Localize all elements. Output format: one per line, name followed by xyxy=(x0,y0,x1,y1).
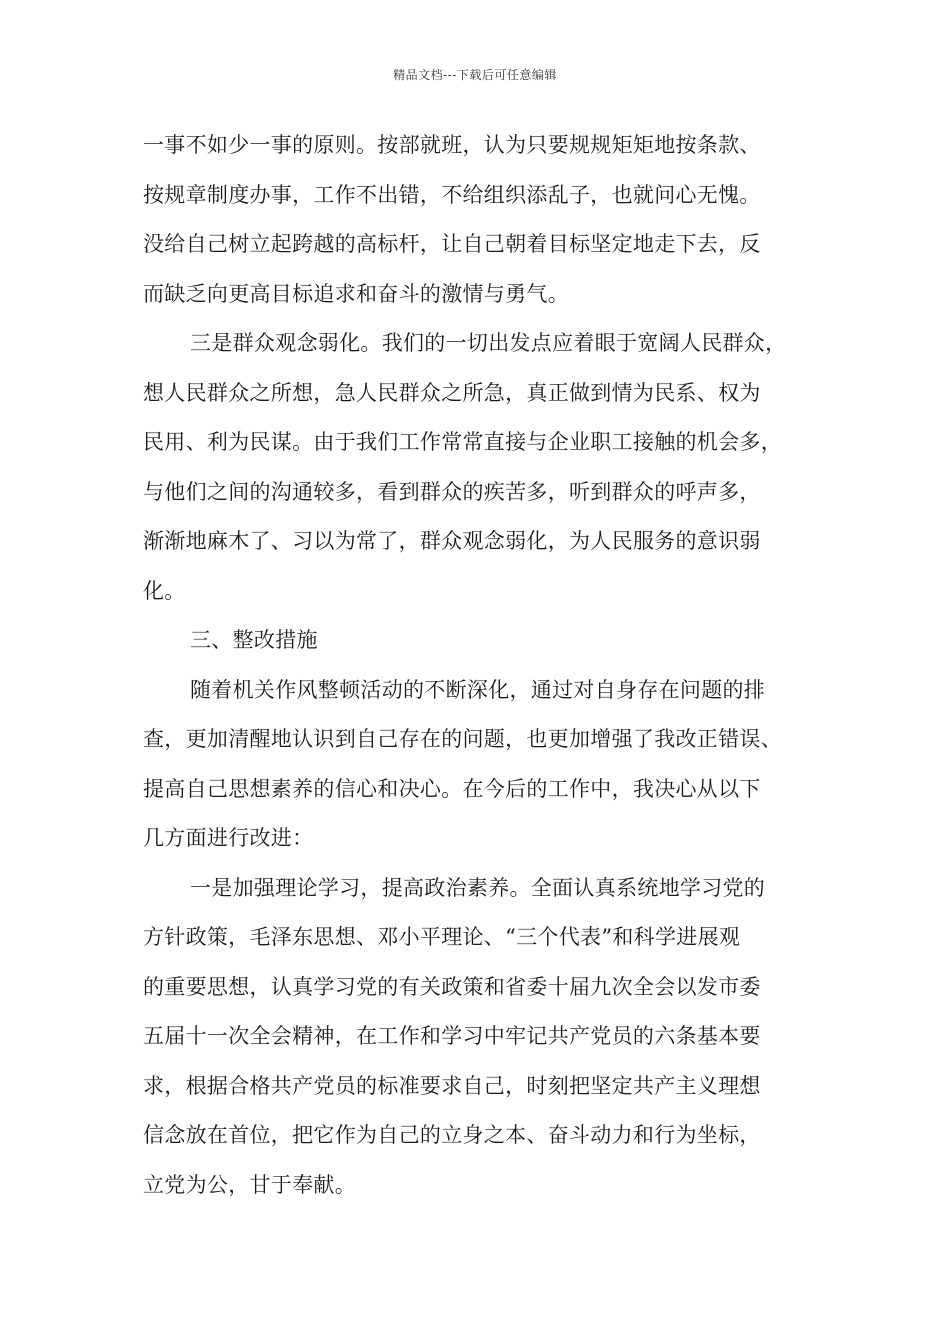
text-line: 一事不如少一事的原则。按部就班，认为只要规规矩矩地按条款、 xyxy=(143,133,761,157)
page-header: 精品文档---下载后可任意编辑 xyxy=(393,68,557,82)
text-line: 提高自己思想素养的信心和决心。在今后的工作中，我决心从以下 xyxy=(143,776,761,801)
text-line: 一是加强理论学习，提高政治素养。全面认真系统地学习党的 xyxy=(190,875,766,900)
text-line: 五届十一次全会精神，在工作和学习中牢记共产党员的六条基本要 xyxy=(143,1024,761,1048)
text-line: 方针政策，毛泽东思想、邓小平理论、“三个代表”和科学进展观 xyxy=(143,925,741,949)
text-line: 随着机关作风整顿活动的不断深化，通过对自身存在问题的排 xyxy=(190,677,766,702)
text-line: 求，根据合格共产党员的标准要求自己，时刻把坚定共产主义理想 xyxy=(143,1073,761,1098)
text-line: 按规章制度办事，工作不出错，不给组织添乱子，也就问心无愧。 xyxy=(143,182,761,207)
document-body xyxy=(143,127,833,1216)
text-line: 而缺乏向更高目标追求和奋斗的激情与勇气。 xyxy=(143,281,569,306)
text-line: 三、整改措施 xyxy=(190,628,318,652)
text-line: 化。 xyxy=(143,578,186,603)
text-line: 没给自己树立起跨越的高标杆，让自己朝着目标坚定地走下去，反 xyxy=(143,232,761,256)
text-line: 与他们之间的沟通较多，看到群众的疾苦多，听到群众的呼声多， xyxy=(143,479,761,504)
text-line: 的重要思想，认真学习党的有关政策和省委十届九次全会以发市委 xyxy=(143,974,761,999)
text-line: 想人民群众之所想，急人民群众之所急，真正做到情为民系、权为 xyxy=(143,380,761,405)
text-line: 信念放在首位，把它作为自己的立身之本、奋斗动力和行为坐标， xyxy=(143,1123,761,1147)
text-line: 几方面进行改进： xyxy=(143,826,314,850)
text-line: 查，更加清醒地认识到自己存在的问题，也更加增强了我改正错误、 xyxy=(143,727,782,751)
text-line: 立党为公，甘于奉献。 xyxy=(143,1172,356,1197)
text-line: 民用、利为民谋。由于我们工作常常直接与企业职工接触的机会多， xyxy=(143,430,782,454)
text-line: 三是群众观念弱化。我们的一切出发点应着眼于宽阔人民群众， xyxy=(190,331,787,355)
text-line: 渐渐地麻木了、习以为常了，群众观念弱化，为人民服务的意识弱 xyxy=(143,529,761,553)
